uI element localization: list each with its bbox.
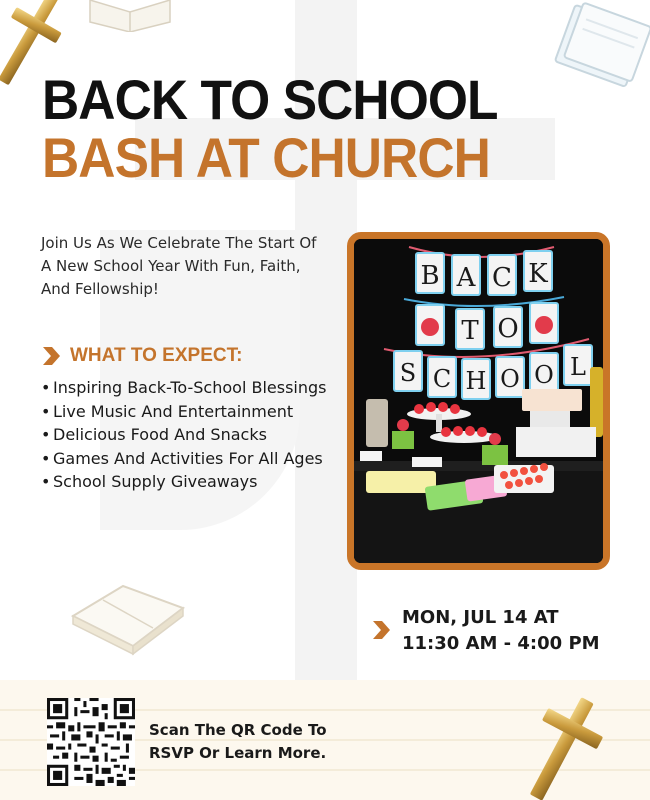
gold-cross-icon: [515, 690, 615, 800]
chevron-right-icon: [370, 619, 392, 641]
svg-text:K: K: [528, 259, 548, 289]
book-icon: [85, 0, 175, 32]
event-photo: [347, 232, 610, 570]
svg-text:O: O: [500, 365, 520, 393]
svg-text:C: C: [492, 263, 512, 293]
svg-text:B: B: [420, 261, 440, 291]
qr-code-icon[interactable]: [47, 698, 135, 786]
svg-text:S: S: [399, 359, 417, 387]
expect-heading-label: WHAT TO EXPECT:: [70, 345, 243, 366]
event-datetime-text: [402, 605, 600, 657]
svg-text:L: L: [570, 353, 586, 381]
page-title: [42, 68, 498, 189]
event-datetime: [370, 605, 600, 657]
chevron-right-icon: [40, 345, 62, 367]
book-icon: [548, 0, 650, 92]
qr-instructions: Scan The QR Code To RSVP Or Learn More.: [149, 721, 327, 762]
title-line-2: BASH AT CHURCH: [42, 126, 490, 189]
list-item: • Games And Activities For All Ages: [41, 447, 331, 471]
list-item: • Inspiring Back-To-School Blessings: [41, 376, 331, 400]
list-item: • Live Music And Entertainment: [41, 400, 331, 424]
intro-text: Join Us As We Celebrate The Start Of A New School Year With Fun, Faith, And Fellowship!: [41, 234, 317, 298]
svg-text:T: T: [461, 316, 479, 346]
event-time: 11:30 AM - 4:00 PM: [402, 633, 600, 654]
title-line-1: BACK TO SCHOOL: [42, 68, 498, 131]
list-item: • School Supply Giveaways: [41, 470, 331, 494]
expect-list: [41, 376, 331, 494]
svg-text:H: H: [465, 367, 487, 395]
event-date: MON, JUL 14 AT: [402, 607, 559, 628]
svg-text:C: C: [432, 365, 452, 393]
expect-heading: [40, 345, 242, 367]
svg-text:O: O: [497, 314, 519, 344]
list-item: • Delicious Food And Snacks: [41, 423, 331, 447]
party-table-image: [354, 239, 603, 563]
svg-text:A: A: [456, 263, 476, 293]
svg-text:O: O: [534, 361, 554, 389]
book-icon: [65, 578, 190, 660]
